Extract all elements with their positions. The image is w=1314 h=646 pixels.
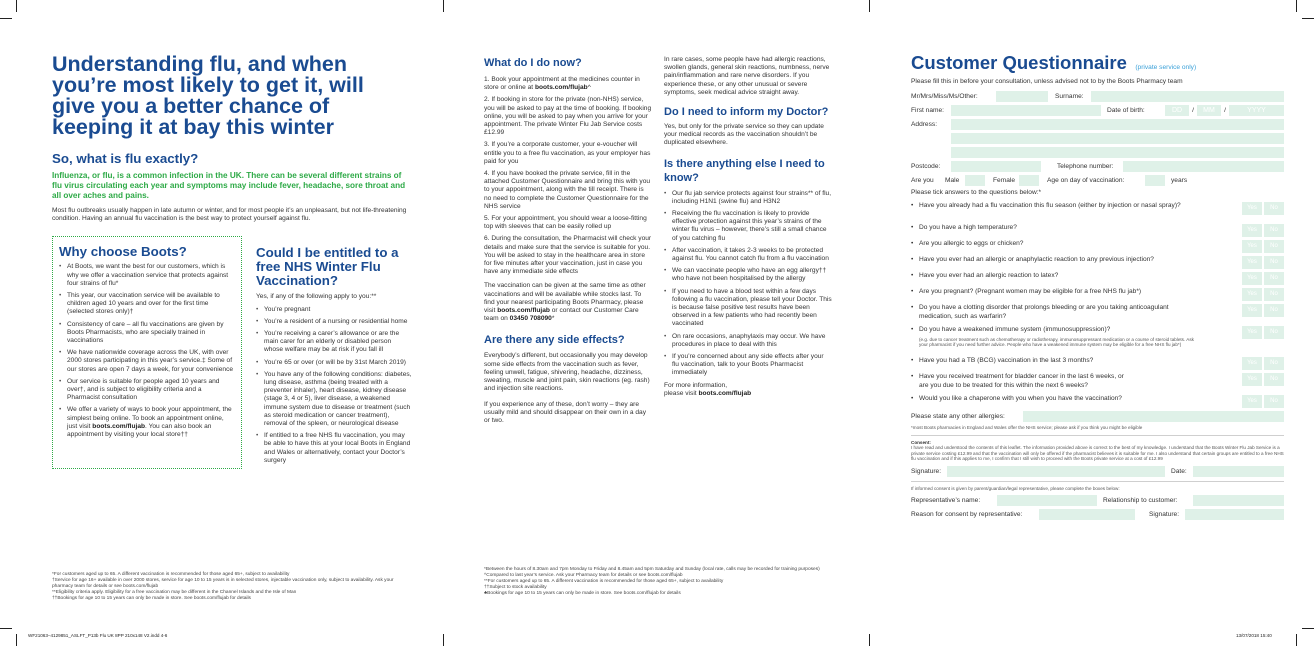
rep-name-field[interactable]	[997, 495, 1097, 506]
step-item	[484, 76, 652, 92]
footnote: ♣Bookings for age 10 to 15 years can only be made in store. See boots.com/flujab for details	[484, 591, 681, 596]
postcode-row	[911, 161, 1284, 172]
panel-left	[52, 34, 412, 469]
question-text: • Have you already had a flu vaccination this flu season (either by injection or nasal spray)?	[911, 202, 1242, 210]
telephone-field[interactable]	[1123, 161, 1284, 172]
steps-list	[484, 76, 652, 276]
vacc-text-2: or contact our Customer Care team on	[484, 307, 639, 323]
signature-row	[911, 466, 1284, 477]
reason-row	[911, 509, 1284, 520]
divider	[911, 481, 1284, 482]
footnote: ††Subject to stock availability	[484, 585, 547, 590]
crop-mark	[1302, 628, 1314, 629]
yes-checkbox[interactable]: Yes	[1242, 373, 1262, 386]
footnote: ††Bookings for age 10 to 15 years can only be made in store. See boots.com/flujab for details	[52, 596, 251, 601]
no-checkbox[interactable]: No	[1264, 224, 1284, 237]
list-item: • After vaccination, it takes 2-3 weeks to be protected against flu. You cannot catch flu from a flu vaccination	[664, 247, 832, 263]
question-row	[911, 395, 1284, 408]
gender-age-row	[911, 175, 1284, 186]
flujab-link[interactable]: boots.com/flujab	[497, 307, 550, 315]
list-item: • On rare occasions, anaphylaxis may occur. We have procedures in place to deal with this	[664, 333, 832, 349]
question-row	[911, 256, 1284, 269]
fold-mark	[443, 0, 444, 12]
surname-label: Surname:	[1055, 93, 1084, 101]
surname-field[interactable]	[1091, 91, 1284, 102]
list-item: • If entitled to a free NHS flu vaccination, you may be able to have this at your local Boots in England and Wales or alternatively, contact your Doctor’s surgery	[256, 432, 412, 465]
dob-day-field[interactable]: DD	[1165, 105, 1189, 116]
fold-mark	[869, 634, 870, 646]
side-body-2: If you experience any of these, don’t worry – they are usually mild and should disappear on their own in a day or two.	[484, 400, 647, 424]
yes-checkbox[interactable]: Yes	[1242, 256, 1262, 269]
footnote: †Service for age 16+ available in over 2000 stores, service for age 10 to 15 years is in selected stores, injectable vaccination only, subject to availability. Ask your pharmacy team for details or see boots.com/flujab	[52, 578, 394, 589]
signature2-field[interactable]	[1185, 509, 1284, 520]
question-text: • Have you had a TB (BCG) vaccination in the last 3 months?	[911, 357, 1242, 365]
questionnaire-subtitle: (private service only)	[1135, 64, 1197, 71]
consent-text: I have read and understood the contents of this leaflet. The information provided above is correct to the best of my knowledge. I understand that the Boots Winter Flu Jab Service is a private service costing £12.99 and that the vaccination will only be offered if the pharmacist believes it is suitable for me. I also understand that certain groups are entitled to a free NHS flu vaccination and if this applies to me, I confirm that I still wish to proceed with the Boots private service at a cost of £12.99	[911, 445, 1284, 462]
panel-questionnaire	[911, 52, 1284, 523]
question-text: • Are you pregnant? (Pregnant women may be eligible for a free NHS flu jab*)	[911, 288, 1242, 296]
why-heading: Why choose Boots?	[59, 244, 187, 260]
list-item: • Our service is suitable for people aged 10 years and over†, and is subject to eligibility criteria and a Pharmacist consultation	[59, 378, 235, 403]
footnote: **For customers aged up to 65. A different vaccination is recommended for those aged 65+, subject to availability	[484, 579, 724, 584]
questionnaire-header	[911, 52, 1284, 74]
page-title: Understanding flu, and when you’re most likely to get it, will give you a better chance of keeping it at bay this winter	[52, 52, 364, 139]
age-label: Age on day of vaccination:	[1047, 177, 1125, 185]
flujab-link[interactable]: boots.com/flujab	[698, 389, 752, 397]
yes-no-group	[1242, 256, 1284, 269]
list-item: • Consistency of care – all flu vaccinations are given by Boots Pharmacists, who are specially trained in vaccinations	[59, 321, 235, 346]
vacc-paragraph	[484, 282, 652, 323]
nhs-list	[256, 306, 412, 465]
step-item: 6. During the consultation, the Pharmacist will check your details and make sure that the service is suitable for you. You will be asked to stay in the healthcare area in store for five minutes after your vaccination, just in case you have any immediate side effects	[484, 235, 652, 276]
no-checkbox[interactable]: No	[1264, 304, 1284, 317]
dob-month-field[interactable]: MM	[1197, 105, 1221, 116]
else-heading: Is there anything else I need to know?	[664, 157, 825, 184]
signature-label: Signature:	[911, 467, 942, 475]
footnote: ^Compared to last year’s service. Ask your Pharmacy team for details or see boots.com/flujab	[484, 573, 683, 578]
list-item: • Receiving the flu vaccination is likely to provide effective protection against this year’s strains of the winter flu virus – however, there’s still a small chance of you catching flu	[664, 210, 832, 243]
fold-mark	[443, 634, 444, 646]
address-field-3[interactable]	[951, 147, 1284, 158]
list-item-text: We offer a variety of ways to book your appointment, the simplest being online. To book an appointment online, just visit	[67, 406, 232, 430]
title-field[interactable]	[996, 91, 1048, 102]
address-row	[911, 119, 1284, 130]
title-label: Mr/Mrs/Miss/Ms/Other:	[911, 93, 978, 101]
female-checkbox[interactable]	[1019, 175, 1039, 186]
dob-separator: /	[1224, 107, 1226, 115]
are-you-label: Are you	[911, 177, 934, 185]
yes-no-group	[1242, 288, 1284, 301]
flujab-link[interactable]: boots.com/flujab	[534, 84, 588, 92]
crop-mark	[1302, 18, 1314, 19]
years-label: years	[1171, 177, 1188, 185]
yes-no-group	[1242, 202, 1284, 215]
list-item	[59, 406, 235, 439]
dob-year-field[interactable]: YYYY	[1229, 105, 1284, 116]
address-field-2[interactable]	[951, 133, 1284, 144]
crop-mark	[16, 0, 17, 12]
address-field-1[interactable]	[951, 119, 1284, 130]
vacc-end: *	[551, 315, 555, 323]
step-text: 1. Book your appointment at the medicines counter in store or online at	[484, 76, 640, 92]
rare-body: In rare cases, some people have had allergic reactions, swollen glands, general skin reactions, numbness, nerve pain/inflammation and rare nerve disorders. If you experience these, or any other unusual or severe symptoms, seek medical advice straight away.	[664, 56, 830, 96]
question-text: • Do you have a high temperature?	[911, 224, 1242, 232]
side-body: Everybody’s different, but occasionally you may develop some side effects from the vaccination such as fever, feeling unwell, fatigue, shivering, headache, dizziness, sweating, muscle and joint pain, skin reactions (eg. rash) and injection site reactions.	[484, 352, 650, 393]
left-footnotes	[52, 572, 412, 602]
questionnaire-instruction: Please fill this in before your consultation, unless advised not to by the Boots Pharmacy team	[911, 78, 1183, 85]
side-heading: Are there any side effects?	[484, 334, 625, 347]
list-item: • Our flu jab service protects against four strains** of flu, including H1N1 (swine flu) and H3N2	[664, 190, 832, 206]
relationship-field[interactable]	[1193, 495, 1284, 506]
consent-heading: Consent:	[911, 439, 931, 445]
date-field[interactable]	[1193, 466, 1284, 477]
middle-col-left	[484, 56, 652, 425]
nhs-heading: Could I be entitled to a free NHS Winter Flu Vaccination?	[256, 245, 399, 289]
name-row	[911, 91, 1284, 102]
else-list	[664, 190, 832, 378]
step-item: 2. If booking in store for the private (non-NHS) service, you will be asked to pay at the time of booking. If booking online, you will be asked to pay when you arrive for your appointment. The private Winter Flu Jab Service costs £12.99	[484, 96, 652, 137]
yes-checkbox[interactable]: Yes	[1242, 326, 1262, 339]
question-text: • Would you like a chaperone with you when you have the vaccination?	[911, 395, 1242, 403]
questionnaire-title: Customer Questionnaire	[911, 52, 1127, 73]
question-row	[911, 357, 1284, 370]
yes-checkbox[interactable]: Yes	[1242, 395, 1262, 408]
list-item: • At Boots, we want the best for our customers, which is why we offer a vaccination service that protects against four strains of flu*	[59, 263, 235, 288]
question-text: • Have you ever had an allergic or anaphylactic reaction to any previous injection?	[911, 256, 1242, 264]
postcode-label: Postcode:	[911, 163, 941, 171]
telephone-label: Telephone number:	[1057, 163, 1114, 171]
yes-checkbox[interactable]: Yes	[1242, 288, 1262, 301]
more-info: For more information,	[664, 381, 728, 389]
do-heading: What do I do now?	[484, 57, 582, 69]
phone-number: 03450 708090	[509, 315, 552, 323]
yes-checkbox[interactable]: Yes	[1242, 357, 1262, 370]
allergies-row	[911, 411, 1284, 422]
panel-middle	[484, 56, 832, 425]
question-text: Do you have a weakened immune system (immunosuppression)?	[919, 326, 1111, 334]
yes-no-group	[1242, 224, 1284, 237]
question-block	[911, 326, 1242, 347]
left-columns	[52, 236, 412, 469]
date-slug: 13/07/2018 15:40	[1236, 633, 1272, 638]
footnote: *Between the hours of 8.30am and 7pm Monday to Friday and 8.45am and 5pm Saturday and Sunday (local rate, calls may be recorded for training purposes)	[484, 567, 820, 572]
question-text: • Have you received treatment for bladder cancer in the last 6 weeks, or are you due to be treated for this within the next 6 weeks?	[911, 373, 1242, 389]
yes-no-group	[1242, 240, 1284, 253]
yes-no-group	[1242, 272, 1284, 285]
nhs-note: *most Boots pharmacies in England and Wales offer the NHS service; please ask if you think you might be eligible	[911, 425, 1143, 431]
inform-heading: Do I need to inform my Doctor?	[664, 106, 829, 119]
footnote: *For customers aged up to 65. A different vaccination is recommended for those aged 65+, subject to availability	[52, 572, 290, 577]
list-item-tail: . You can also book an appointment by visiting your local store††	[67, 422, 212, 439]
first-name-row	[911, 105, 1284, 116]
yes-checkbox[interactable]: Yes	[1242, 240, 1262, 253]
male-checkbox[interactable]	[965, 175, 985, 186]
relationship-label: Relationship to customer:	[1103, 497, 1178, 505]
question-row	[911, 202, 1284, 221]
postcode-field[interactable]	[951, 161, 1041, 172]
list-item: • If you’re concerned about any side effects after your flu vaccination, talk to your Boots Pharmacist immediately	[664, 353, 832, 378]
yes-no-group	[1242, 395, 1284, 408]
male-label: Male	[945, 177, 960, 185]
rep-name-label: Representative’s name:	[911, 497, 981, 505]
list-item: • You’re a resident of a nursing or residential home	[256, 318, 412, 326]
what-body: Most flu outbreaks usually happen in late autumn or winter, and for most people it’s an unpleasant, but not life-threatening condition. Having an annual flu vaccination is the best way to protect yourself against flu.	[52, 207, 407, 223]
date-label: Date:	[1171, 467, 1187, 475]
reason-label: Reason for consent by representative:	[911, 511, 1023, 519]
question-text: • Have you ever had an allergic reaction to latex?	[911, 272, 1242, 280]
rep-intro: If informed consent is given by parent/guardian/legal representative, please complete the boxes below:	[911, 485, 1120, 491]
more-info-line	[664, 390, 832, 398]
age-field[interactable]	[1145, 175, 1165, 186]
allergies-field[interactable]	[1023, 411, 1284, 422]
file-slug: WF21063–4129851_ASLFT_P13b Flu UK 8PP 210x148 V2.indd 4-6	[28, 633, 168, 638]
fold-mark	[869, 0, 870, 12]
yes-no-group	[1242, 304, 1284, 317]
crop-mark	[1296, 0, 1297, 12]
list-item: • If you need to have a blood test within a few days following a flu vaccination, please tell your Doctor. This is because false positive test results have been observed in a few patients who had recently been vaccinated	[664, 288, 832, 329]
nhs-column	[256, 236, 412, 469]
dob-label: Date of birth:	[1107, 107, 1145, 115]
no-checkbox[interactable]: No	[1264, 256, 1284, 269]
crop-mark	[0, 18, 12, 19]
question-row	[911, 240, 1284, 253]
yes-no-group	[1242, 326, 1284, 339]
why-list	[59, 263, 235, 439]
no-checkbox[interactable]: No	[1264, 326, 1284, 339]
step-item: 3. If you’re a corporate customer, your e-voucher will entitle you to a free flu vaccination, as your employer has paid for you	[484, 141, 651, 165]
no-checkbox[interactable]: No	[1264, 272, 1284, 285]
divider	[911, 435, 1284, 436]
no-checkbox[interactable]: No	[1264, 240, 1284, 253]
no-checkbox[interactable]: No	[1264, 202, 1284, 215]
question-row	[911, 224, 1284, 237]
question-row	[911, 288, 1284, 301]
step-item: 5. For your appointment, you should wear a loose-fitting top with sleeves that can be easily rolled up	[484, 215, 647, 231]
first-name-field[interactable]	[951, 105, 1101, 116]
yes-no-group	[1242, 357, 1284, 370]
signature-field[interactable]	[947, 466, 1165, 477]
yes-checkbox[interactable]: Yes	[1242, 272, 1262, 285]
yes-checkbox[interactable]: Yes	[1242, 202, 1262, 215]
list-item: • You have any of the following conditions: diabetes, lung disease, asthma (being treated with a preventer inhaler), heart disease, kidney disease (stage 3, 4 or 5), liver disease, a weakened immune system due to disease or treatment (such as steroid medication or cancer treatment), removal of the spleen, or neurological disease	[256, 371, 412, 428]
yes-checkbox[interactable]: Yes	[1242, 304, 1262, 317]
step-post: ^	[587, 84, 591, 92]
why-boots-box	[52, 236, 242, 469]
female-label: Female	[993, 177, 1015, 185]
address-row-3	[911, 147, 1284, 158]
no-checkbox[interactable]: No	[1264, 373, 1284, 386]
question-row	[911, 304, 1284, 323]
first-name-label: First name:	[911, 107, 944, 115]
crop-mark	[0, 628, 12, 629]
allergies-label: Please state any other allergies:	[911, 413, 1005, 421]
crop-mark	[16, 634, 17, 646]
question-row	[911, 326, 1284, 354]
no-checkbox[interactable]: No	[1264, 395, 1284, 408]
flujab-link[interactable]: boots.com/flujab	[92, 422, 146, 430]
question-text: • Are you allergic to eggs or chicken?	[911, 240, 1242, 248]
footnote: **Eligibility criteria apply. Eligibility for a free vaccination may be different in the Channel Islands and the Isle of Man	[52, 590, 297, 595]
rep-name-row	[911, 495, 1284, 506]
dob-separator: /	[1192, 107, 1194, 115]
middle-footnotes	[484, 567, 832, 597]
yes-no-group	[1242, 373, 1284, 386]
list-item: • You’re 65 or over (or will be by 31st March 2019)	[256, 359, 412, 367]
what-lead: Influenza, or flu, is a common infection in the UK. There can be several different strains of flu virus circulating each year and symptoms may include fever, headache, sore throat and all over aches and pains.	[52, 171, 406, 200]
address-label: Address:	[911, 121, 938, 129]
list-item: • This year, our vaccination service will be available to children aged 10 years and over for the first time (selected stores only)†	[59, 292, 235, 317]
question-text: • Do you have a clotting disorder that prolongs bleeding or are you taking anticoagulant medication, such as warfarin?	[911, 304, 1242, 320]
no-checkbox[interactable]: No	[1264, 357, 1284, 370]
list-item: • We have nationwide coverage across the UK, with over 2000 stores participating in this year’s service.‡ Some of our stores are open 7 days a week, for your convenience	[59, 349, 235, 374]
step-item: 4. If you have booked the private service, fill in the attached Customer Questionnaire and bring this with you to your appointment, along with the till receipt. There is no need to complete the Customer Questionnaire for the NHS service	[484, 170, 651, 210]
inform-body: Yes, but only for the private service so they can update your medical records as the vaccination shouldn’t be duplicated elsewhere.	[664, 123, 824, 147]
question-row	[911, 373, 1284, 392]
no-checkbox[interactable]: No	[1264, 288, 1284, 301]
list-item: • You’re pregnant	[256, 306, 412, 314]
middle-col-right	[664, 56, 832, 425]
vacc-text: The vaccination can be given at the same time as other vaccinations and will be available while stocks last. To find your nearest participating Boots Pharmacy, please visit	[484, 282, 646, 315]
crop-mark	[1296, 634, 1297, 646]
yes-checkbox[interactable]: Yes	[1242, 224, 1262, 237]
question-note: (e.g. due to cancer treatment such as chemotherapy or radiotherapy, immunosuppressant medication or a course of steroid tablets. Ask your pharmacist if you need further advice. People who have a weakened immune system may be eligible for a free NHS flu jab*)	[919, 336, 1194, 348]
question-row	[911, 272, 1284, 285]
middle-columns	[484, 56, 832, 425]
list-item: • We can vaccinate people who have an egg allergy†† who have not been hospitalised by the allergy	[664, 267, 832, 283]
what-heading: So, what is flu exactly?	[52, 151, 199, 166]
list-item: • You’re receiving a carer’s allowance or are the main carer for an elderly or disabled person whose welfare may be at risk if you fall ill	[256, 330, 412, 355]
nhs-intro: Yes, if any of the following apply to you:**	[256, 293, 377, 301]
tick-instruction: Please tick answers to the questions below:*	[911, 189, 1042, 197]
questions-list	[911, 202, 1284, 408]
signature2-label: Signature:	[1149, 511, 1180, 519]
more-pre: please visit	[664, 389, 699, 397]
reason-field[interactable]	[1039, 509, 1135, 520]
address-row-2	[911, 133, 1284, 144]
